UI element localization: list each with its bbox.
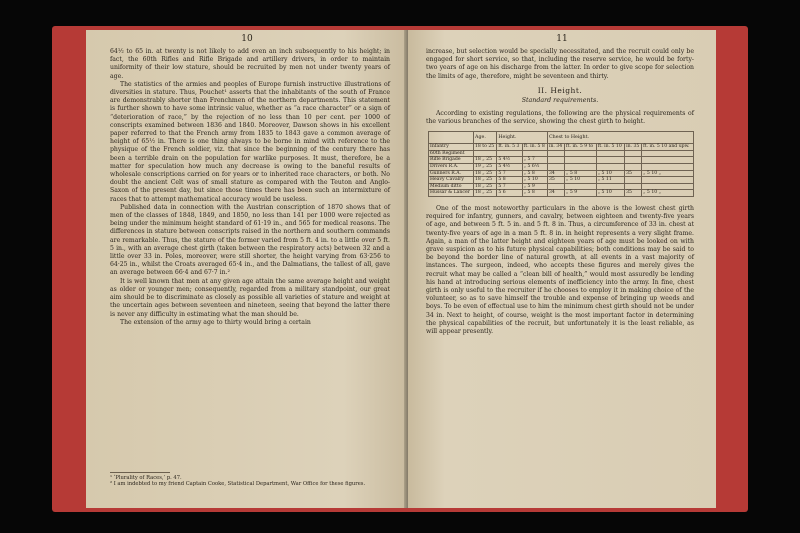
table-cell: 18 „ 25 (474, 183, 497, 190)
paragraph: It is well known that men at any given age attain the same average height and weight as older or younger men; consequently, regarded from a military standpoint, our great aim should be to discriminate as closely as possible all varieties of stature and weight at the uncertain ages between seventeen and nineteen, seeing that beyond the latter there is never any difficulty in estimating what the man should be. (110, 277, 390, 318)
table-cell (565, 164, 597, 171)
table-cell: „ 5 10 (522, 177, 547, 184)
footnotes (110, 472, 366, 488)
table-cell: 5 7 (497, 183, 522, 190)
table-cell (497, 150, 522, 157)
table-row (429, 164, 694, 171)
table-cell: „ 5 10 (596, 170, 624, 177)
table-row (429, 170, 694, 177)
table-cell (565, 183, 597, 190)
table-cell (596, 157, 624, 164)
paragraph: The extension of the army age to thirty would bring a certain (120, 318, 311, 326)
paragraph: One of the most noteworthy particulars in the above is the lowest chest girth required for infantry, gunners, and cavalry, between eighteen and twenty-five years of age, and between 5 ft. 5 in. and 5 ft. 8 in. Thus, a circumference of 33 in. chest at twenty-five years of age in a man 5 ft. 8 in. in height represents a very slight frame. Again, a man of the latter height and eighteen years of age must be looked on with grave suspicion as to his future physical capabilities; both conditions may be said to be beyond the border line of natural growth, at all events in a vast majority of instances. The surgeon, indeed, who accepts these figures and merely gives the recruit what may be called a “clean bill of health,” would most assuredly be lending his hand at introducing serious elements of inefficiency into the army. In fine, chest girth is only useful to the recruiter if he chooses to employ it in making choice of the volunteer, so as to save himself the trouble and expense of bringing up weeds and boys. To be even of effectual use to him the minimum chest girth should not be under 34 in. Next to height, of course, weight is the most important factor in determining the physical capabilities of the recruit, but unfortunately it is the least reliable, as will appear presently. (426, 204, 694, 336)
table-cell: 18 „ 25 (474, 177, 497, 184)
paragraph: The statistics of the armies and peoples of Europe furnish instructive illustrations of diversities in stature. Thus, Pouchet¹ asserts that the inhabitants of the south of France are demonstrably shorter than Frenchmen of the northern departments. This statement is further shown to have some intrinsic value, whether as “a race character” or a sign of “deterioration of race,” by the rejection of no less than 10 per cent. per 1000 of conscripts examined between 1836 and 1840. Moreover, Dawson shows in his excellent paper referred to that the French army from 1835 to 1843 gave a common average of height of 65½ in. There is one thing always to be borne in mind with reference to the physique of the French soldier, viz. that since the beginning of the century there has been a terrible drain on the population for warlike purposes. It must, therefore, be a matter for speculation how much any decrease is owing to the baneful results of wholesale conscriptions carried on for years or to inherited race characters, or both. No doubt the ancient Celt was of small stature as compared with the Teuton and Anglo-Saxon of the present day, but since those times there has been such an intermixture of races that to attempt mathematical accuracy would be useless. (110, 80, 390, 203)
table-cell: 18 „ 25 (474, 170, 497, 177)
table-cell: Hussar & Lancer (429, 190, 474, 197)
table-cell: 35 (548, 177, 565, 184)
table-cell (548, 150, 565, 157)
table-cell (642, 183, 694, 190)
table-cell: ft. in. 5 10 (596, 144, 624, 151)
table-cell (548, 164, 565, 171)
table-cell (548, 183, 565, 190)
table-cell: „ 5 9 (522, 183, 547, 190)
table-row (429, 144, 694, 151)
table-cell: „ 5 8 (522, 170, 547, 177)
table-cell (625, 150, 642, 157)
table-cell: 5 4½ (497, 164, 522, 171)
table-cell: „ 5 9 (565, 190, 597, 197)
footnote: ² I am indebted to my friend Captain Cooke, Statistical Department, War Office for these figures. (110, 481, 366, 488)
table-cell (474, 150, 497, 157)
table-cell (596, 150, 624, 157)
table-cell: 5 4½ (497, 157, 522, 164)
table-cell: Heavy Cavalry (429, 177, 474, 184)
table-cell: 5 6 (497, 190, 522, 197)
table-cell: ft. in. 5 3 (497, 144, 522, 151)
table-cell: „ 5 10 „ (642, 190, 694, 197)
table-cell (565, 157, 597, 164)
table-cell: in. 35 (625, 144, 642, 151)
table-cell: „ 5 10 (565, 177, 597, 184)
paragraph: Published data in connection with the Austrian conscription of 1870 shows that of men of the classes of 1848, 1849, and 1850, no less than 141 per 1000 were rejected as being under the minimum height standard of 61·19 in., and 565 for medical reasons. The differences in stature between conscripts raised in the northern and southern commands are remarkable. Thus, the stature of the former varied from 5 ft. 4 in. to a little over 5 ft. 5 in., with an average chest girth (taken between the respiratory acts) between 32 and a little over 33 in. Poles, moreover, were still shorter, the height varying from 63·256 to 64·25 in., whilst the Croats averaged 65·4 in., and the Dalmatians, the tallest of all, gave an average between 66·4 and 67·7 in.² (110, 203, 390, 277)
table-cell (625, 164, 642, 171)
table-cell: „ 5 10 (596, 190, 624, 197)
table-cell (642, 177, 694, 184)
table-row (429, 177, 694, 184)
table-cell: „ 5 6½ (522, 164, 547, 171)
table-cell: ft. in. 5 9 to (565, 144, 597, 151)
table-cell (522, 150, 547, 157)
table-cell: „ 5 11 (596, 177, 624, 184)
table-cell (625, 183, 642, 190)
right-page (408, 30, 716, 508)
table-row (429, 190, 694, 197)
table-cell: ft. in. 5 8 (522, 144, 547, 151)
table-cell: „ 5 8 (565, 170, 597, 177)
table-cell: ft. in. 5 10 and upw. (642, 144, 694, 151)
right-page-text (408, 48, 716, 336)
table-cell: 35 (625, 170, 642, 177)
table-cell: 5 7 (497, 170, 522, 177)
table-header: Age. (474, 131, 497, 144)
table-cell: Gunners R.A. (429, 170, 474, 177)
table-row (429, 150, 694, 157)
table-row (429, 183, 694, 190)
table-cell (642, 150, 694, 157)
table-cell (625, 177, 642, 184)
table-cell (642, 157, 694, 164)
table-cell: Rifle Brigade (429, 157, 474, 164)
table-cell: in. 34 (548, 144, 565, 151)
table-cell (565, 150, 597, 157)
table-cell: „ 5 8 (522, 190, 547, 197)
table-header: Chest to Height. (548, 131, 694, 144)
table-cell: 60th Regiment (429, 150, 474, 157)
table-header-row (429, 131, 694, 144)
table-cell: Infantry (429, 144, 474, 151)
table-cell (596, 183, 624, 190)
table-cell: 35 (625, 190, 642, 197)
table-cell (548, 157, 565, 164)
table-cell: 18 „ 25 (474, 157, 497, 164)
table-cell: 34 (548, 190, 565, 197)
section-subheading: Standard requirements. (521, 97, 599, 105)
paragraph: increase, but selection would be specially necessitated, and the recruit could only be engaged for short service, so that, including the reserve service, he would be forty-two years of age on his discharge from the latter. In order to give scope for selection the limits of age, therefore, might be seventeen and thirty. (426, 48, 694, 80)
table-cell: „ 5 10 „ (642, 170, 694, 177)
page-number: 10 (241, 34, 253, 44)
table-cell: Drivers R.A. (429, 164, 474, 171)
table-cell: „ 5 7 (522, 157, 547, 164)
requirements-table (428, 131, 694, 197)
table-cell (596, 164, 624, 171)
table-cell: 5 8 (497, 177, 522, 184)
table-cell: 18 to 25 (474, 144, 497, 151)
page-number: 11 (556, 34, 568, 44)
section-heading: II. Height. (537, 85, 583, 95)
paragraph: 64½ to 65 in. at twenty is not likely to add even an inch subsequently to his height; in fact, the 60th Rifles and Rifle Brigade and artillery drivers, in order to maintain uniformity of their low stature, should be recruited by men not under twenty years of age. (110, 48, 390, 80)
table-cell: 34 (548, 170, 565, 177)
table-header (429, 131, 474, 144)
table-cell (625, 157, 642, 164)
table-cell: 18 „ 25 (474, 190, 497, 197)
table-row (429, 157, 694, 164)
paragraph: According to existing regulations, the following are the physical requirements of the various branches of the service, showing the chest girth to height. (426, 110, 694, 126)
table-cell: 19 „ 25 (474, 164, 497, 171)
table-header: Height. (497, 131, 548, 144)
table-cell: Medium ditto (429, 183, 474, 190)
table-cell (642, 164, 694, 171)
footnote: ¹ ‘Plurality of Races,’ p. 47. (110, 474, 182, 481)
left-page-text (86, 48, 408, 327)
left-page (86, 30, 408, 508)
